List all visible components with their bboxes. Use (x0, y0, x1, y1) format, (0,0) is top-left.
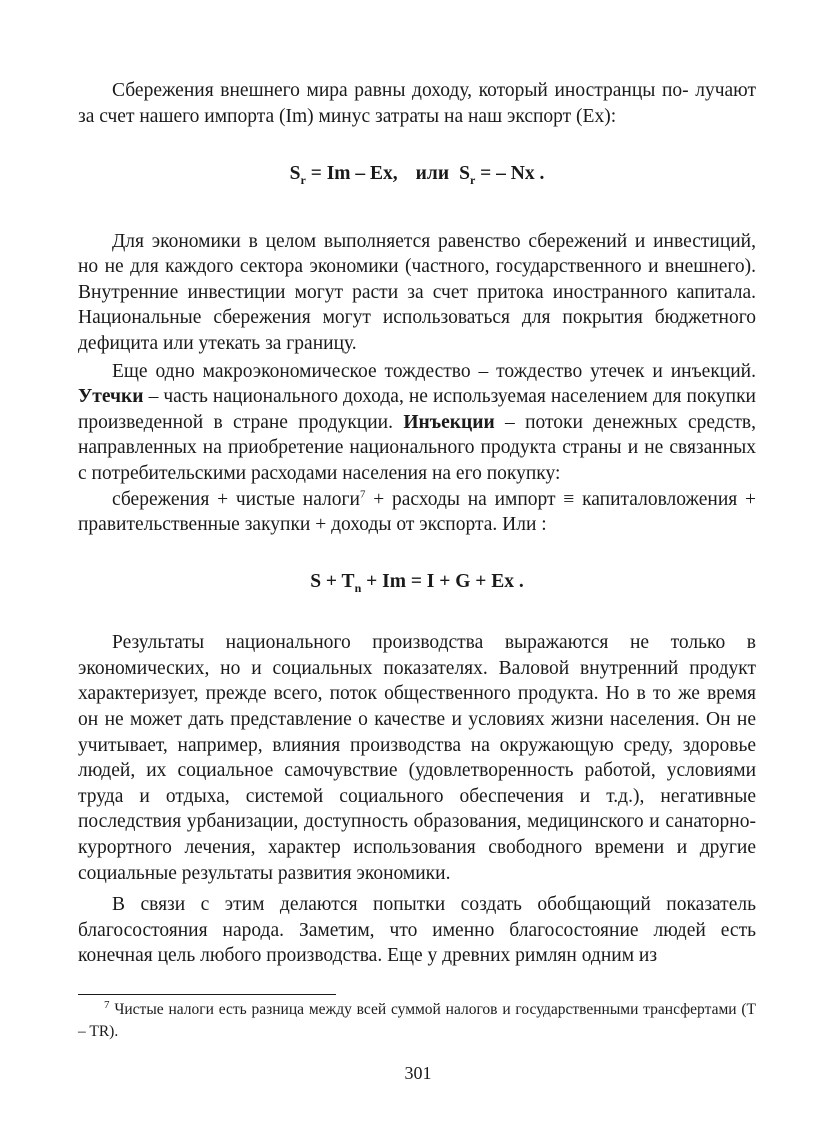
formula-expression: = – Nx . (475, 163, 545, 185)
footnote (78, 999, 756, 1043)
paragraph-social-indicators: Результаты национального производства выражаются не только в экономических, но и социальных показателях. Валовой внутренний продукт характеризует, прежде всего, поток общественного продукта. Но в то же время он не может дать представление о качестве и условиях жизни населения. Он не учитывает, например, влияния производства на окружающую среду, здоровье людей, их социальное самочувствие (удовлетворенность работой, условиями труда и отдыха, системой социального обеспечения и т.д.), негативные последствия урбанизации, доступность образования, медицинского и санаторно-курортного лечения, характер использования свободного времени и другие социальные результаты развития экономики. (78, 632, 756, 884)
formula-symbol: S (289, 163, 301, 185)
paragraph-leakages-injections (78, 359, 756, 487)
text-fragment: – потоки денежных средств, направленных на приобретение национального продукта страны и не связанных с потребительскими расходами населения на его покупку: (78, 411, 756, 485)
text-line: Сбережения внешнего мира равны доходу, который иностранцы по- (112, 80, 689, 101)
formula-subscript: n (354, 580, 362, 595)
page-number: 301 (404, 1063, 432, 1083)
text-fragment: – часть национального дохода, не используемая населением для покупки произведенной в стране продукции. (78, 386, 756, 433)
formula-expression: = Im – Ex, (305, 163, 398, 185)
text-fragment: + расходы на импорт ≡ капиталовложения + правительственные закупки + доходы от экспорта. Или : (78, 488, 756, 536)
formula-leakages-injections (78, 569, 756, 601)
formula-external-savings (78, 161, 756, 193)
paragraph-external-savings (78, 78, 756, 129)
formula-or: или (415, 163, 450, 185)
text-line: лучают за счет нашего импорта (Im) минус затраты на наш экспорт (Ex): (78, 80, 756, 127)
term-leakages: Утечки (78, 386, 144, 408)
formula-expression: S + T (310, 570, 355, 592)
formula-subscript: r (469, 173, 476, 188)
footnote-reference[interactable]: 7 (359, 488, 366, 501)
footnote-mark: 7 (104, 998, 110, 1011)
text-fragment: Еще одно макроэкономическое тождество – тождество утечек и инъекций. (112, 360, 756, 382)
footnote-divider (78, 994, 336, 995)
paragraph-welfare: В связи с этим делаются попытки создать обобщающий показатель благосостояния народа. Заметим, что именно благосостояние людей есть конечная цель любого производства. Еще у древних римлян одним из (78, 894, 756, 967)
paragraph-investment-equality: Для экономики в целом выполняется равенство сбережений и инвестиций, но не для каждого сектора экономики (частного, государственного и внешнего). Внутренние инвестиции могут расти за счет притока иностранного капитала. Национальные сбережения могут использоваться для покрытия бюджетного дефицита или утекать за границу. (78, 230, 756, 355)
page-body (78, 78, 756, 969)
footnote-text: Чистые налоги есть разница между всей суммой налогов и государственными трансфертами (T – TR). (78, 1001, 756, 1040)
formula-symbol: S (459, 163, 470, 185)
text-fragment: сбережения + чистые налоги (112, 488, 360, 510)
term-injections: Инъекции (403, 411, 495, 433)
formula-subscript: r (300, 173, 306, 188)
formula-expression: + Im = I + G + Ex . (361, 570, 524, 592)
paragraph-identity-words (78, 487, 756, 538)
